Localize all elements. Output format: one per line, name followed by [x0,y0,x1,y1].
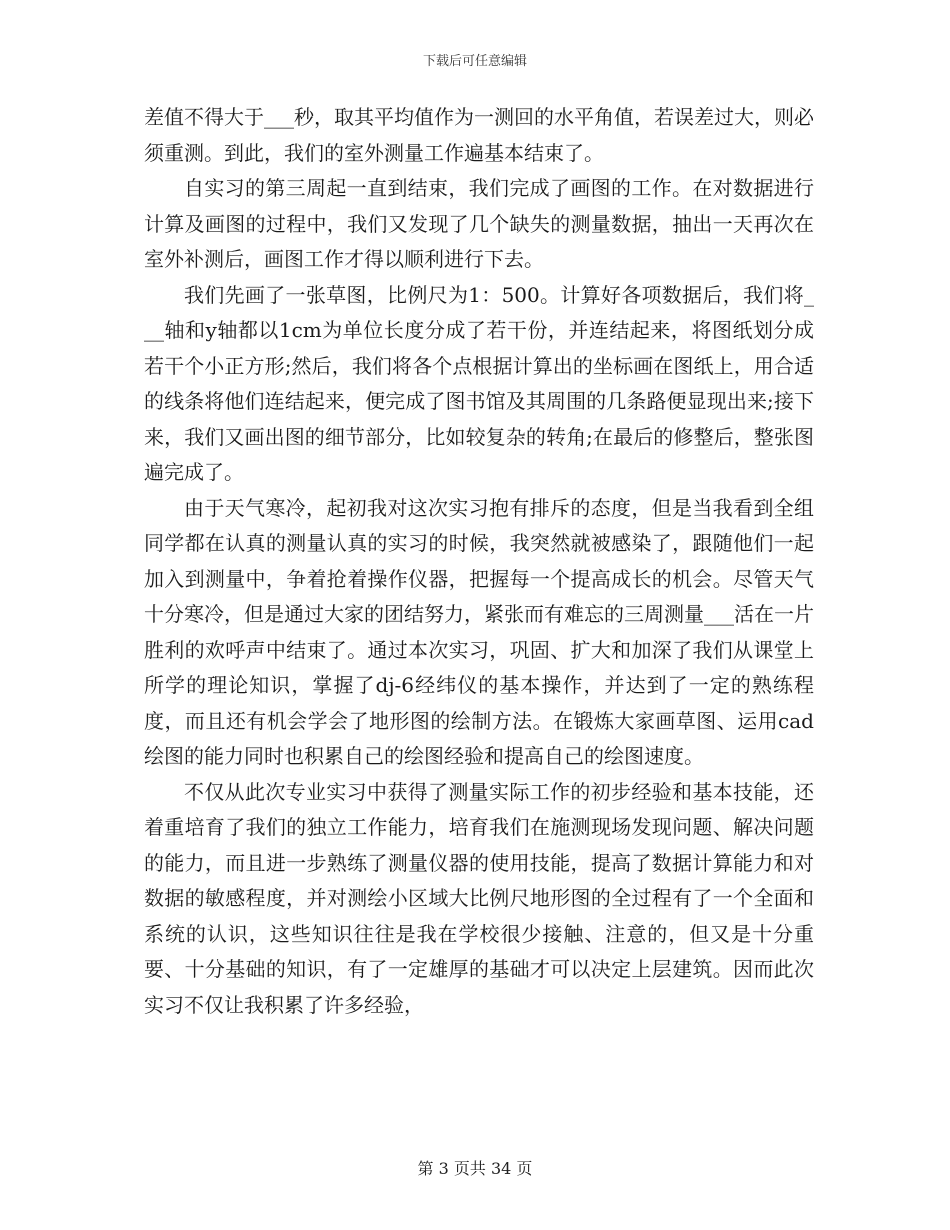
paragraph-4: 由于天气寒冷，起初我对这次实习抱有排斥的态度，但是当我看到全组同学都在认真的测量认真的实习的时候，我突然就被感染了，跟随他们一起加入到测量中，争着抢着操作仪器，把握每一个提高成长的机会。尽管天气十分寒冷，但是通过大家的团结努力，紧张而有难忘的三周测量___活在一片胜利的欢呼声中结束了。通过本次实习，巩固、扩大和加深了我们从课堂上所学的理论知识，掌握了dj-6经纬仪的基本操作，并达到了一定的熟练程度，而且还有机会学会了地形图的绘制方法。在锻炼大家画草图、运用cad绘图的能力同时也积累自己的绘图经验和提高自己的绘图速度。 [144,495,814,768]
paragraph-1: 差值不得大于___秒，取其平均值作为一测回的水平角值，若误差过大，则必须重测。到此，我们的室外测量工作遍基本结束了。 [144,105,814,165]
page-footer: 第 3 页共 34 页 [417,1159,533,1178]
document-body [144,100,814,1023]
paragraph-5: 不仅从此次专业实习中获得了测量实际工作的初步经验和基本技能，还着重培育了我们的独立工作能力，培育我们在施测现场发现问题、解决问题的能力，而且进一步熟练了测量仪器的使用技能，提高了数据计算能力和对数据的敏感程度，并对测绘小区域大比例尺地形图的全过程有了一个全面和系统的认识，这些知识往往是我在学校很少接触、注意的，但又是十分重要、十分基础的知识，有了一定雄厚的基础才可以决定上层建筑。因而此次实习不仅让我积累了许多经验， [144,779,814,1017]
paragraph-3: 我们先画了一张草图，比例尺为1：500。计算好各项数据后，我们将___轴和y轴都以1cm为单位长度分成了若干份，并连结起来，将图纸划分成若干个小正方形;然后，我们将各个点根据计算出的坐标画在图纸上，用合适的线条将他们连结起来，便完成了图书馆及其周围的几条路便显现出来;接下来，我们又画出图的细节部分，比如较复杂的转角;在最后的修整后，整张图遍完成了。 [144,282,814,484]
page-header: 下载后可任意编辑 [422,54,527,69]
paragraph-2: 自实习的第三周起一直到结束，我们完成了画图的工作。在对数据进行计算及画图的过程中，我们又发现了几个缺失的测量数据，抽出一天再次在室外补测后，画图工作才得以顺利进行下去。 [144,176,814,271]
